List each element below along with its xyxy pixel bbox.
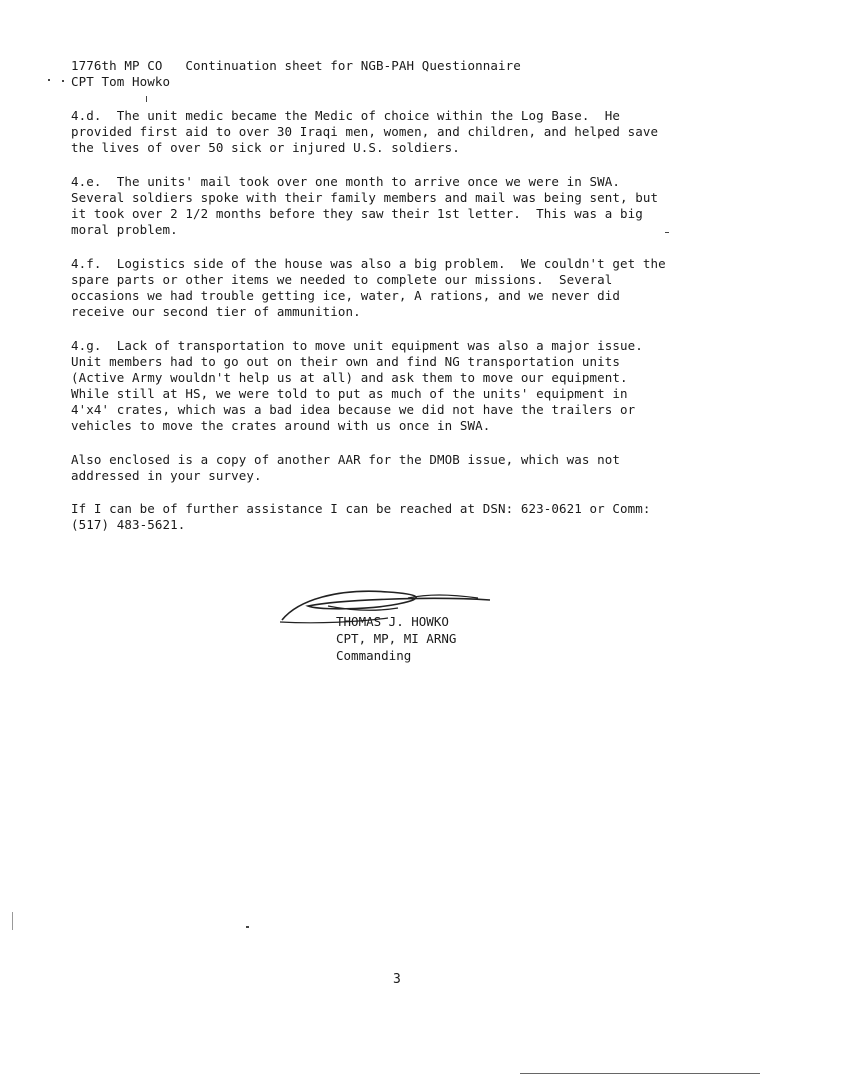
paragraph-line: 4.d. The unit medic became the Medic of choice within the Log Base. He <box>71 108 621 123</box>
paragraph-line: 4.g. Lack of transportation to move unit equipment was also a major issue. <box>71 338 643 353</box>
paragraph-line: (Active Army wouldn't help us at all) and ask them to move our equipment. <box>71 370 628 385</box>
paragraph-line: vehicles to move the crates around with us once in SWA. <box>71 418 491 433</box>
paragraph-line: If I can be of further assistance I can be reached at DSN: 623-0621 or Comm: <box>71 501 651 516</box>
paragraph-line: Unit members had to go out on their own and find NG transportation units <box>71 354 621 369</box>
paragraph-line: it took over 2 1/2 months before they saw their 1st letter. This was a big <box>71 206 643 221</box>
header-author-line: CPT Tom Howko <box>71 74 171 89</box>
scan-edge-line <box>520 1073 760 1074</box>
paragraph-line: While still at HS, we were told to put as much of the units' equipment in <box>71 386 628 401</box>
scan-speck <box>146 96 147 102</box>
paragraph-line: (517) 483-5621. <box>71 517 186 532</box>
paragraph-line: moral problem. <box>71 222 178 237</box>
paragraph-line: 4'x4' crates, which was a bad idea because we did not have the trailers or <box>71 402 636 417</box>
paragraph-line: Several soldiers spoke with their family members and mail was being sent, but <box>71 190 659 205</box>
paragraph-line: the lives of over 50 sick or injured U.S. soldiers. <box>71 140 460 155</box>
scan-speck <box>665 232 669 233</box>
signer-name: THOMAS J. HOWKO <box>336 614 449 629</box>
paragraph-line: 4.f. Logistics side of the house was also a big problem. We couldn't get the <box>71 256 666 271</box>
scan-speck <box>246 926 249 928</box>
scan-speck <box>12 912 13 930</box>
paragraph-line: 4.e. The units' mail took over one month to arrive once we were in SWA. <box>71 174 621 189</box>
paragraph-line: occasions we had trouble getting ice, water, A rations, and we never did <box>71 288 621 303</box>
paragraph-line: spare parts or other items we needed to complete our missions. Several <box>71 272 613 287</box>
signer-rank: CPT, MP, MI ARNG <box>336 631 457 646</box>
paragraph-line: provided first aid to over 30 Iraqi men, women, and children, and helped save <box>71 124 659 139</box>
scan-speck <box>48 79 50 81</box>
scan-speck <box>62 80 64 82</box>
header-unit-line: 1776th MP CO Continuation sheet for NGB-PAH Questionnaire <box>71 58 521 73</box>
paragraph-line: Also enclosed is a copy of another AAR for the DMOB issue, which was not <box>71 452 621 467</box>
page-number: 3 <box>393 972 401 987</box>
signer-title: Commanding <box>336 648 412 663</box>
paragraph-line: addressed in your survey. <box>71 468 262 483</box>
paragraph-line: receive our second tier of ammunition. <box>71 304 361 319</box>
